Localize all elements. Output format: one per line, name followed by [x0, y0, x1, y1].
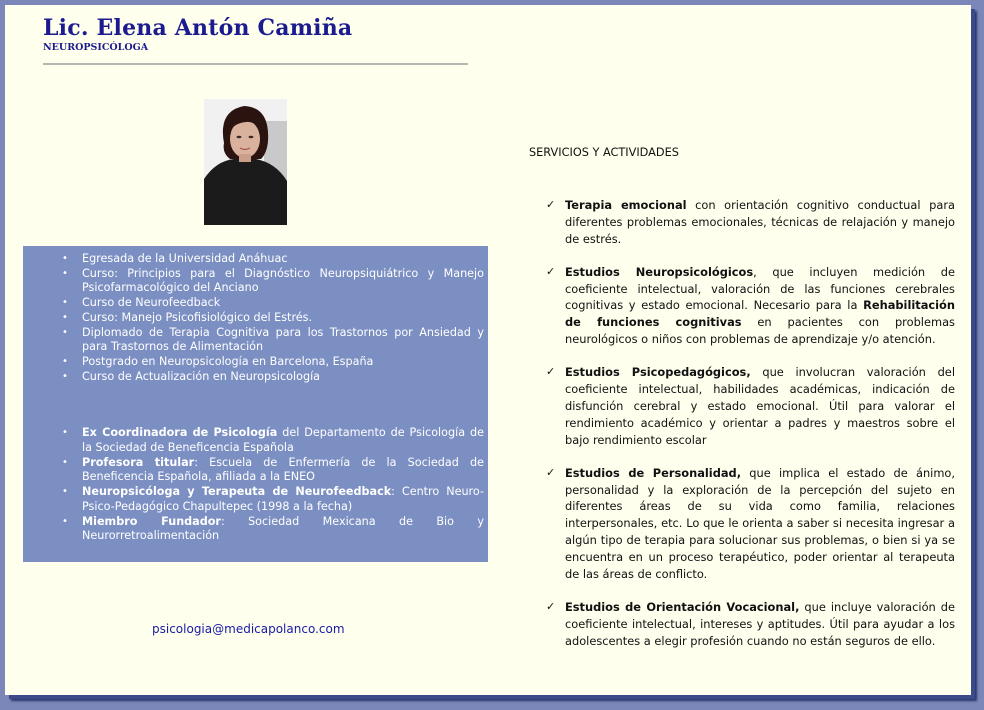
position-item: • Miembro Fundador: Sociedad Mexicana de Bio y Neurorretroalimentación [82, 515, 484, 544]
positions-list [23, 426, 488, 544]
header-divider [43, 63, 468, 65]
doctor-title: NEUROPSICÓLOGA [43, 42, 149, 53]
education-item: • Curso: Manejo Psicofisiológico del Estrés. [82, 311, 484, 326]
position-item: • Profesora titular: Escuela de Enfermería de la Sociedad de Beneficencia Española, afiliada a la ENEO [82, 456, 484, 485]
education-list [23, 246, 488, 384]
check-icon: ✓ [546, 198, 556, 211]
header [43, 15, 352, 53]
position-item: • Ex Coordinadora de Psicología del Departamento de Psicología de la Sociedad de Beneficencia Española [82, 426, 484, 455]
services-list [546, 197, 956, 666]
education-item: • Curso de Neurofeedback [82, 296, 484, 311]
profile-panel [23, 246, 488, 562]
check-icon: ✓ [546, 264, 556, 278]
service-item: ✓ Estudios Neuropsicológicos, que incluyen medición de coeficiente intelectual, valoración de las funciones cerebrales cognitivas y estado emocional. Necesario para la Rehabilitación de funciones cognitivas en pacientes con problemas neurológicos o niños con problemas de aprendizaje y/o atención. [546, 264, 955, 347]
check-icon: ✓ [546, 599, 556, 613]
education-item: • Postgrado en Neuropsicología en Barcelona, España [82, 355, 484, 370]
position-item: • Neuropsicóloga y Terapeuta de Neurofeedback: Centro Neuro-Psico-Pedagógico Chapultepec (1998 a la fecha) [82, 485, 484, 514]
check-icon: ✓ [546, 465, 556, 479]
service-item: ✓ Estudios de Orientación Vocacional, que incluye valoración de coeficiente intelectual, intereses y aptitudes. Útil para ayudar a los adolescentes a elegir profesión cuando no están seguros de ello. [546, 599, 955, 648]
service-item: ✓ Terapia emocional con orientación cognitivo conductual para diferentes problemas emocionales, técnicas de relajación y manejo de estrés. [546, 198, 955, 246]
education-item: • Egresada de la Universidad Anáhuac [82, 252, 484, 267]
page [5, 5, 971, 695]
check-icon: ✓ [546, 365, 556, 379]
education-item: • Curso: Principios para el Diagnóstico Neuropsiquiátrico y Manejo Psicofarmacológico del Anciano [82, 267, 484, 296]
service-item: ✓ Estudios de Personalidad, que implica el estado de ánimo, personalidad y la exploración de la percepción del sujeto en diferentes áreas de su vida como familia, relaciones interpersonales, etc. Lo que le orienta a saber si necesita ingresar a algún tipo de terapia para solucionar sus problemas, o bien si ya se encuentra en un proceso terapéutico, poder orientar al terapeuta de las áreas de conflicto. [546, 465, 956, 581]
email-link[interactable]: psicologia@medicapolanco.com [152, 622, 345, 636]
portrait-photo [204, 99, 287, 225]
service-item: ✓ Estudios Psicopedagógicos, que involucran valoración del coeficiente intelectual, habilidades académicas, indicación de disfunción cerebral y estado emocional. Útil para valorar el rendimiento académico y orientar a padres y maestros sobre el bajo rendimiento escolar [546, 365, 955, 447]
doctor-name: Lic. Elena Antón Camiña [43, 15, 353, 41]
education-item: • Curso de Actualización en Neuropsicología [82, 370, 484, 385]
education-item: • Diplomado de Terapia Cognitiva para los Trastornos por Ansiedad y para Trastornos de Alimentación [82, 326, 484, 355]
services-heading: SERVICIOS Y ACTIVIDADES [529, 146, 679, 159]
